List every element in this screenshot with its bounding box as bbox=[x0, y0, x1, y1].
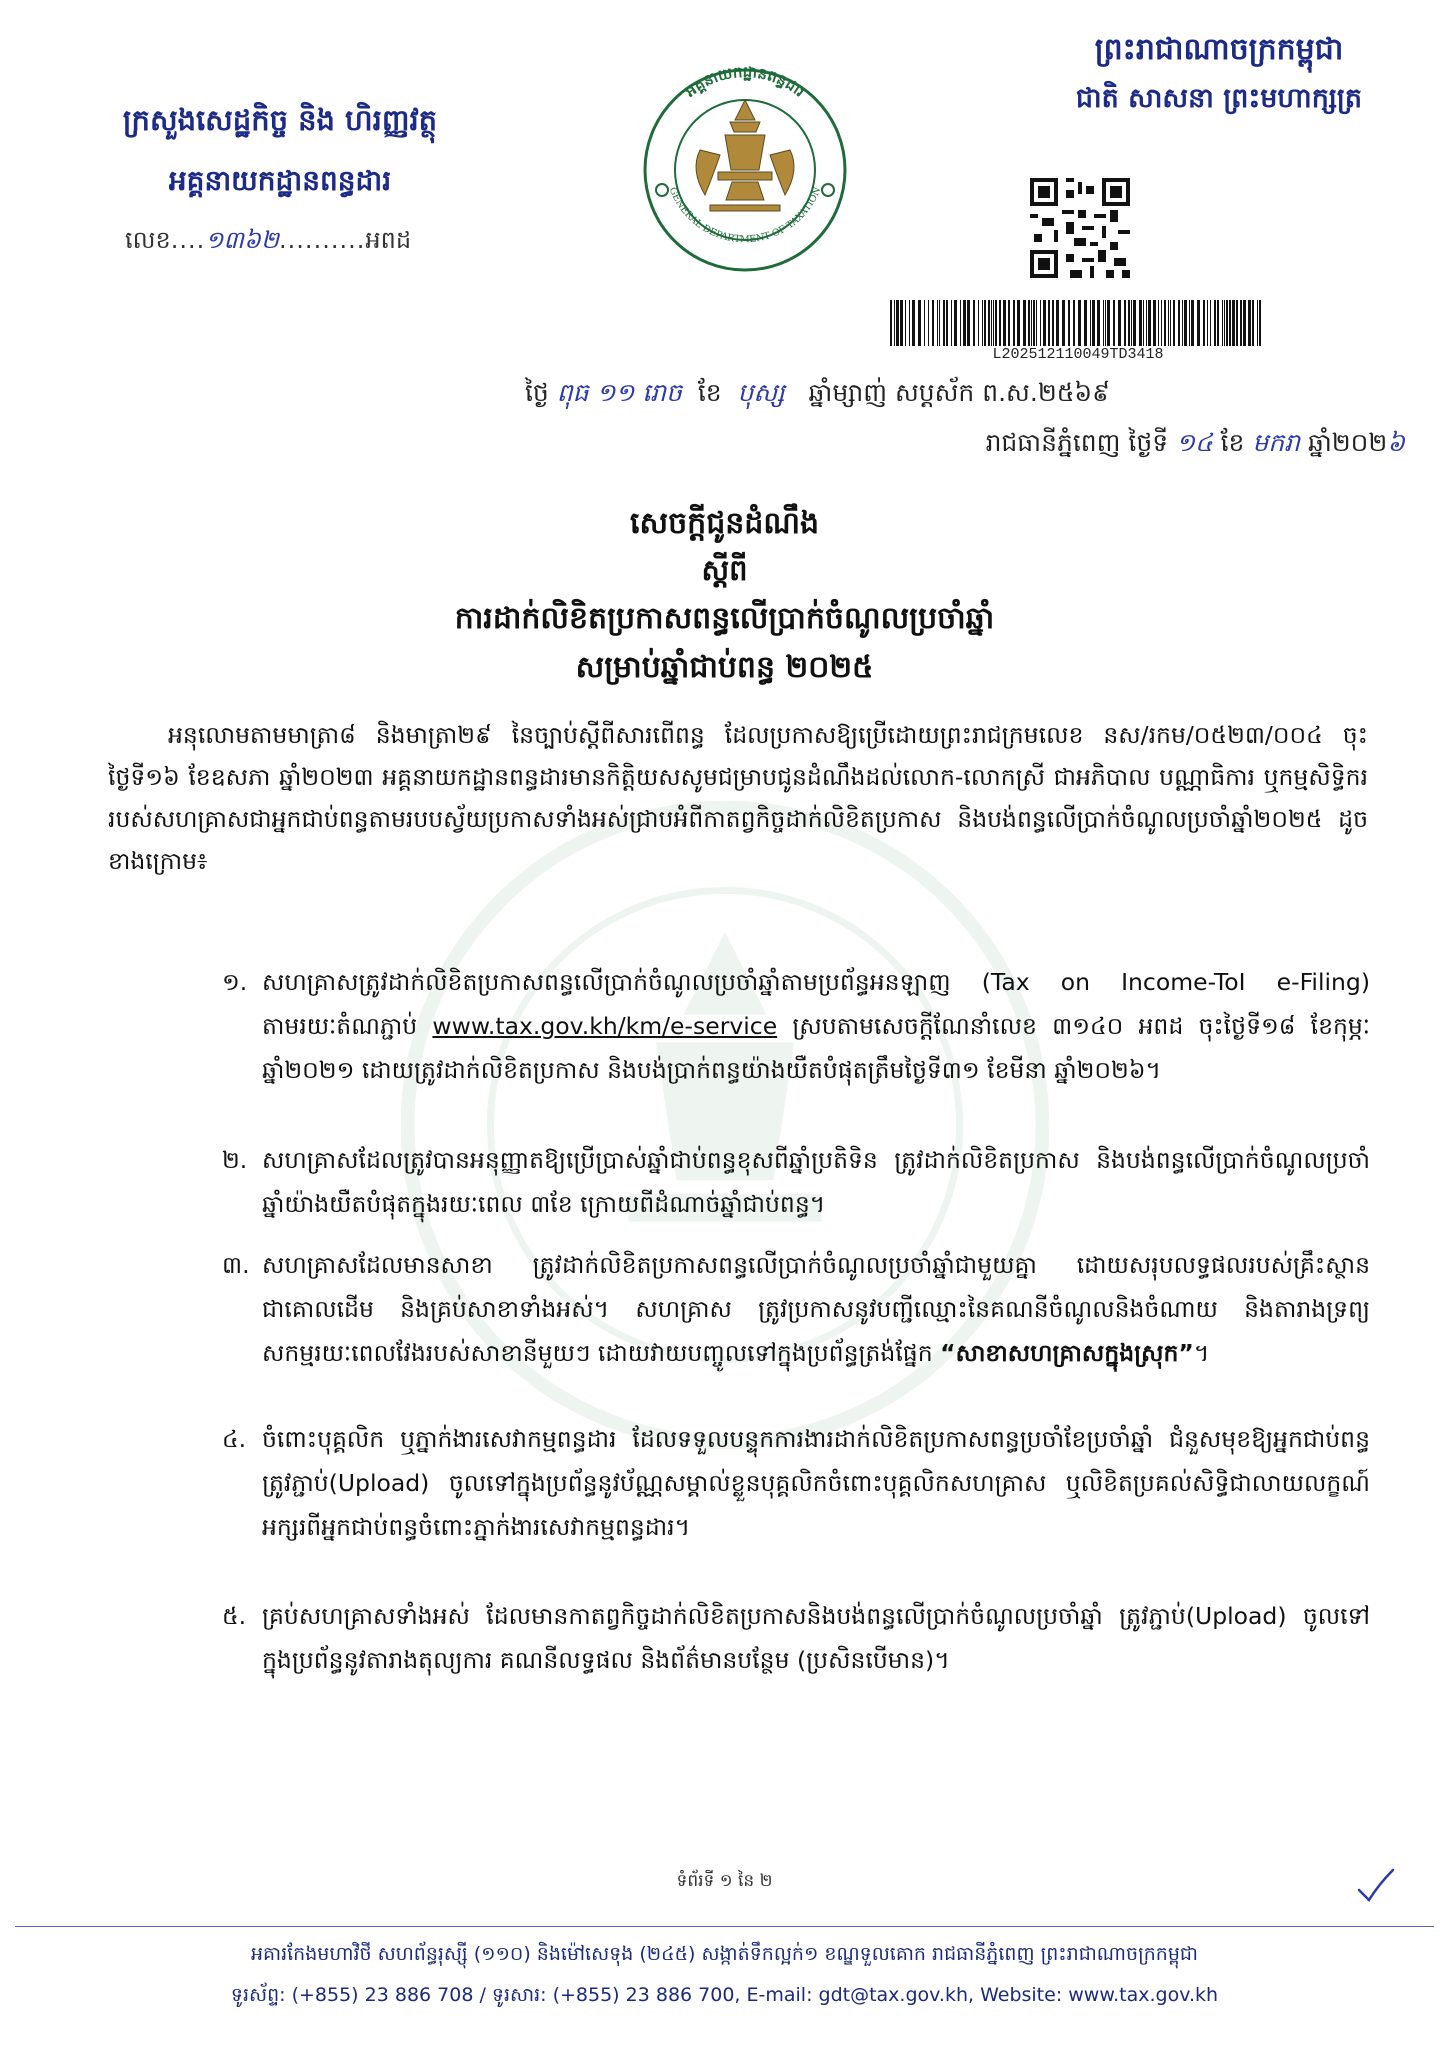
barcode-bar bbox=[1003, 300, 1006, 346]
lunar-month-handwritten: បុស្ស bbox=[737, 378, 785, 407]
barcode-bar bbox=[1168, 300, 1169, 346]
barcode-bar bbox=[1153, 300, 1156, 346]
barcode-bar bbox=[1068, 300, 1070, 346]
city-date-prefix: រាជធានីភ្នំពេញ ថ្ងៃទី bbox=[985, 428, 1169, 457]
letter-number: លេខ....១៣៦២..........អពដ bbox=[125, 226, 412, 254]
department-name: អគ្គនាយកដ្ឋានពន្ធដារ bbox=[168, 164, 392, 197]
intro-paragraph: អនុលោមតាមមាត្រា៨ និងមាត្រា២៩ នៃច្បាប់ស្តីពីសារពើពន្ធ ដែលប្រកាសឱ្យប្រើដោយព្រះរាជក្រមលេខ នស/រកម/០៥២៣/០០៤ ចុះថ្ងៃទី១៦ ខែឧសភា ឆ្នាំ២០២៣ អគ្គនាយកដ្ឋានពន្ធដារមានកិត្តិយសសូមជម្រាបជូនដំណឹងដល់លោក-លោកស្រី ជាអភិបាល បណ្ណាធិការ ឬកម្មសិទ្ធិកររបស់សហគ្រាសជាអ្នកជាប់ពន្ធតាមរបបស្វ័យប្រកាសទាំងអស់ជ្រាបអំពីកាតព្វកិច្ចដាក់លិខិតប្រកាស និងបង់ពន្ធលើប្រាក់ចំណូលប្រចាំឆ្នាំ២០២៥ ដូចខាងក្រោម៖ bbox=[108, 721, 1368, 875]
barcode-bar bbox=[988, 300, 990, 346]
barcode-bar bbox=[1222, 300, 1223, 346]
list-item bbox=[222, 1417, 1370, 1549]
item-number: ៤. bbox=[222, 1425, 247, 1453]
barcode-bar bbox=[1036, 300, 1037, 346]
barcode-bar bbox=[984, 300, 986, 346]
barcode-bar bbox=[905, 300, 906, 346]
barcode-bar bbox=[1008, 300, 1010, 346]
barcode-bar bbox=[1028, 300, 1030, 346]
barcode-bar bbox=[1243, 300, 1246, 346]
notice-subject: ការដាក់លិខិតប្រកាសពន្ធលើប្រាក់ចំណូលប្រចាំឆ្នាំ bbox=[454, 601, 995, 636]
barcode-bar bbox=[1073, 300, 1075, 346]
item-number: ៣. bbox=[222, 1251, 250, 1279]
barcode-bar bbox=[1161, 300, 1162, 346]
letter-number-suffix: អពដ bbox=[365, 226, 412, 254]
page-number: ទំព័រទី ១ នៃ ២ bbox=[676, 1871, 773, 1891]
barcode-bar bbox=[939, 300, 940, 346]
department-seal-icon bbox=[640, 40, 850, 300]
barcode-bar bbox=[1197, 300, 1200, 346]
barcode-bar bbox=[1023, 300, 1026, 346]
barcode-bar bbox=[1210, 300, 1211, 346]
e-service-link[interactable]: www.tax.gov.kh/km/e-service bbox=[432, 1012, 778, 1040]
barcode-bar bbox=[1090, 300, 1091, 346]
barcode-bar bbox=[1056, 300, 1059, 346]
item-text: សហគ្រាសដែលមានសាខា ត្រូវដាក់លិខិតប្រកាសពន្ធលើប្រាក់ចំណូលប្រចាំឆ្នាំជាមួយគ្នា ដោយសរុបលទ្ធផលរបស់គ្រឹះស្ថានជាគោលដើម និងគ្រប់សាខាទាំងអស់។ សហគ្រាស ត្រូវប្រកាសនូវបញ្ជីឈ្មោះនៃគណនីចំណូលនិងចំណាយ និងតារាងទ្រព្យសកម្មរយៈពេលវែងរបស់សាខានីមួយៗ ដោយវាយបញ្ចូលទៅក្នុងប្រព័ន្ធត្រង់ផ្នែក bbox=[262, 1251, 1370, 1367]
list-item bbox=[222, 1594, 1370, 1682]
barcode-bar bbox=[1158, 300, 1159, 346]
barcode-bar bbox=[1182, 300, 1183, 346]
barcode-bar bbox=[1105, 300, 1106, 346]
barcode-bar bbox=[1043, 300, 1046, 346]
barcode-bar bbox=[951, 300, 952, 346]
barcode-bar bbox=[1252, 300, 1254, 346]
barcode-bar bbox=[943, 300, 945, 346]
barcode-bar bbox=[1092, 300, 1095, 346]
barcode-bar bbox=[1236, 300, 1238, 346]
issue-year-handwritten: ៦ bbox=[1387, 428, 1405, 457]
barcode-bar bbox=[1133, 300, 1136, 346]
item-text: សហគ្រាសត្រូវដាក់លិខិតប្រកាសពន្ធលើប្រាក់ចំណូលប្រចាំឆ្នាំតាមប្រព័ន្ធអនឡាញ (Tax on Income-ToI e-Filing) តាមរយៈតំណភ្ជាប់ bbox=[262, 968, 1370, 1040]
barcode-bar bbox=[1078, 300, 1081, 346]
barcode-number: L202512110049TD3418 bbox=[992, 346, 1164, 363]
barcode-bar bbox=[954, 300, 957, 346]
barcode-bar bbox=[909, 300, 910, 346]
notice-tax-year: សម្រាប់ឆ្នាំជាប់ពន្ធ ២០២៥ bbox=[575, 650, 874, 685]
barcode-bar bbox=[1173, 300, 1175, 346]
barcode-bar bbox=[995, 300, 997, 346]
letter-number-prefix: លេខ bbox=[125, 226, 171, 254]
barcode-bar bbox=[1259, 300, 1261, 346]
barcode-bar bbox=[1048, 300, 1050, 346]
barcode-bar bbox=[1062, 300, 1065, 346]
issue-month-label: ខែ bbox=[1220, 428, 1245, 457]
barcode-bar bbox=[937, 300, 938, 346]
item-text: សហគ្រាសដែលត្រូវបានអនុញ្ញាតឱ្យប្រើប្រាស់ឆ្នាំជាប់ពន្ធខុសពីឆ្នាំប្រតិទិន ត្រូវដាក់លិខិតប្រកាស និងបង់ពន្ធលើប្រាក់ចំណូលប្រចាំឆ្នាំយ៉ាងយឺតបំផុតក្នុងរយៈពេល ៣ខែ ក្រោយពីដំណាច់ឆ្នាំជាប់ពន្ធ។ bbox=[262, 1146, 1370, 1218]
barcode-bar bbox=[1191, 300, 1194, 346]
barcode-bar bbox=[894, 300, 895, 346]
notice-title-about: ស្តីពី bbox=[701, 553, 748, 587]
barcode-bar bbox=[1113, 300, 1115, 346]
seal-khmer-text: អគ្គនាយកដ្ឋានពន្ធដារ bbox=[681, 62, 809, 101]
issue-year-prefix: ឆ្នាំ២០២ bbox=[1307, 428, 1388, 457]
barcode-bar bbox=[1214, 300, 1216, 346]
national-motto: ជាតិ សាសនា ព្រះមហាក្សត្រ bbox=[1075, 83, 1363, 114]
barcode-bar bbox=[1143, 300, 1144, 346]
barcode-bar bbox=[1128, 300, 1130, 346]
barcode-bar bbox=[991, 300, 992, 346]
barcode-bar bbox=[993, 300, 994, 346]
barcode-bar bbox=[1107, 300, 1110, 346]
barcode-bar bbox=[1257, 300, 1258, 346]
barcode-bar bbox=[1131, 300, 1132, 346]
list-item bbox=[222, 1243, 1370, 1375]
lunar-day-handwritten: ពុធ ១១ រោច bbox=[556, 378, 682, 407]
barcode-bar bbox=[900, 300, 903, 346]
issue-month-handwritten: មករា bbox=[1252, 428, 1300, 457]
barcode-bar bbox=[1097, 300, 1100, 346]
barcode-bar bbox=[1033, 300, 1035, 346]
barcode-icon bbox=[888, 300, 1268, 346]
barcode-bar bbox=[1203, 300, 1205, 346]
barcode-bar bbox=[1017, 300, 1020, 346]
item-text: ចំពោះបុគ្គលិក ឬភ្នាក់ងារសេវាកម្មពន្ធដារ ដែលទទួលបន្ទុកការងារដាក់លិខិតប្រកាសពន្ធប្រចាំខែប្រចាំឆ្នាំ ជំនួសមុខឱ្យអ្នកជាប់ពន្ធ ត្រូវភ្ជាប់(Upload) ចូលទៅក្នុងប្រព័ន្ធនូវប័ណ្ណសម្គាល់ខ្លួនបុគ្គលិកចំពោះបុគ្គលិកសហគ្រាស ឬលិខិតប្រគល់សិទ្ធិជាលាយលក្ខណ៍អក្សរពីអ្នកជាប់ពន្ធចំពោះភ្នាក់ងារសេវាកម្មពន្ធដារ។ bbox=[262, 1425, 1370, 1541]
branch-section-name: “សាខាសហគ្រាសក្នុងស្រុក” bbox=[940, 1339, 1194, 1367]
letter-number-handwritten: ១៣៦២ bbox=[205, 226, 280, 254]
barcode-bar bbox=[963, 300, 966, 346]
lunar-year: ឆ្នាំម្សាញ់ សប្តស័ក ព.ស.២៥៦៩ bbox=[808, 378, 1110, 407]
issue-day-handwritten: ១៤ bbox=[1176, 428, 1213, 457]
barcode-bar bbox=[1052, 300, 1054, 346]
barcode-bar bbox=[924, 300, 925, 346]
barcode-bar bbox=[973, 300, 975, 346]
qr-code-icon bbox=[1030, 178, 1130, 278]
barcode-bar bbox=[1118, 300, 1121, 346]
barcode-bar bbox=[1139, 300, 1142, 346]
barcode-bar bbox=[1170, 300, 1171, 346]
ministry-name: ក្រសួងសេដ្ឋកិច្ច និង ហិរញ្ញវត្ថុ bbox=[122, 103, 438, 137]
list-item bbox=[222, 1138, 1370, 1226]
barcode-bar bbox=[918, 300, 921, 346]
checkmark-icon bbox=[1355, 1868, 1395, 1904]
barcode-bar bbox=[1224, 300, 1225, 346]
barcode-bar bbox=[1084, 300, 1087, 346]
barcode-bar bbox=[1164, 300, 1166, 346]
barcode-bar bbox=[1146, 300, 1147, 346]
lunar-day-label: ថ្ងៃ bbox=[525, 378, 549, 407]
item-number: ៥. bbox=[222, 1602, 247, 1630]
issue-date bbox=[660, 428, 1405, 464]
barcode-bar bbox=[982, 300, 983, 346]
barcode-bar bbox=[1207, 300, 1208, 346]
footer-address: អគារកែងមហាវិថី សហព័ន្ធរុស្ស៊ី (១១០) និងម៉ៅសេទុង (២៤៥) សង្កាត់ទឹកល្អក់១ ខណ្ឌទួលគោក រាជធានីភ្នំពេញ ព្រះរាជាណាចក្រកម្ពុជា bbox=[250, 1943, 1199, 1965]
item-number: ២. bbox=[222, 1146, 248, 1174]
barcode-bar bbox=[1124, 300, 1126, 346]
barcode-bar bbox=[1248, 300, 1251, 346]
barcode-bar bbox=[1040, 300, 1041, 346]
barcode-bar bbox=[1148, 300, 1151, 346]
item-text: គ្រប់សហគ្រាសទាំងអស់ ដែលមានកាតព្វកិច្ចដាក់លិខិតប្រកាសនិងបង់ពន្ធលើប្រាក់ចំណូលប្រចាំឆ្នាំ ត្រូវភ្ជាប់(Upload) ចូលទៅក្នុងប្រព័ន្ធនូវតារាងតុល្យការ គណនីលទ្ធផល និងព័ត៌មានបន្ថែម (ប្រសិនបើមាន)។ bbox=[262, 1602, 1370, 1674]
seal-english-text: GENERAL DEPARTMENT OF TAXATION bbox=[666, 185, 824, 246]
footer-contact: ទូរស័ព្ទ: (+855) 23 886 708 / ទូរសារ: (+855) 23 886 700, E-mail: gdt@tax.gov.kh, Website: www.tax.gov.kh bbox=[230, 1984, 1219, 2006]
footer-divider bbox=[15, 1926, 1434, 1927]
lunar-month-label: ខែ bbox=[697, 378, 722, 407]
lunar-date bbox=[525, 378, 1405, 414]
barcode-bar bbox=[1226, 300, 1228, 346]
barcode-bar bbox=[967, 300, 970, 346]
barcode-bar bbox=[1031, 300, 1032, 346]
barcode-bar bbox=[1184, 300, 1187, 346]
barcode-bar bbox=[1178, 300, 1180, 346]
barcode-bar bbox=[960, 300, 961, 346]
barcode-bar bbox=[1013, 300, 1015, 346]
barcode-bar bbox=[890, 300, 892, 346]
barcode-bar bbox=[928, 300, 929, 346]
barcode-bar bbox=[1217, 300, 1219, 346]
barcode-bar bbox=[912, 300, 915, 346]
barcode-bar bbox=[1232, 300, 1235, 346]
notice-title: សេចក្តីជូនដំណឹង bbox=[630, 506, 819, 541]
barcode-bar bbox=[946, 300, 948, 346]
item-number: ១. bbox=[222, 968, 248, 996]
barcode-bar bbox=[1240, 300, 1242, 346]
barcode-bar bbox=[978, 300, 979, 346]
kingdom-heading: ព្រះរាជាណាចក្រកម្ពុជា bbox=[1094, 32, 1344, 67]
barcode-bar bbox=[999, 300, 1001, 346]
list-item bbox=[222, 960, 1370, 1092]
item-text-end: ។ bbox=[1193, 1339, 1210, 1367]
barcode-bar bbox=[1229, 300, 1231, 346]
item-text-continued: ស្របតាមសេចក្តីណែនាំលេខ ៣១៤០ អពដ ចុះថ្ងៃទី១៨ ខែកុម្ភៈ ឆ្នាំ២០២១ ដោយត្រូវដាក់លិខិតប្រកាស និងបង់ប្រាក់ពន្ធយ៉ាងយឺតបំផុតត្រឹមថ្ងៃទី៣១ ខែមីនា ឆ្នាំ២០២៦។ bbox=[262, 1012, 1370, 1084]
barcode-bar bbox=[896, 300, 899, 346]
barcode-bar bbox=[932, 300, 934, 346]
barcode-bar bbox=[1189, 300, 1190, 346]
barcode-bar bbox=[1103, 300, 1104, 346]
